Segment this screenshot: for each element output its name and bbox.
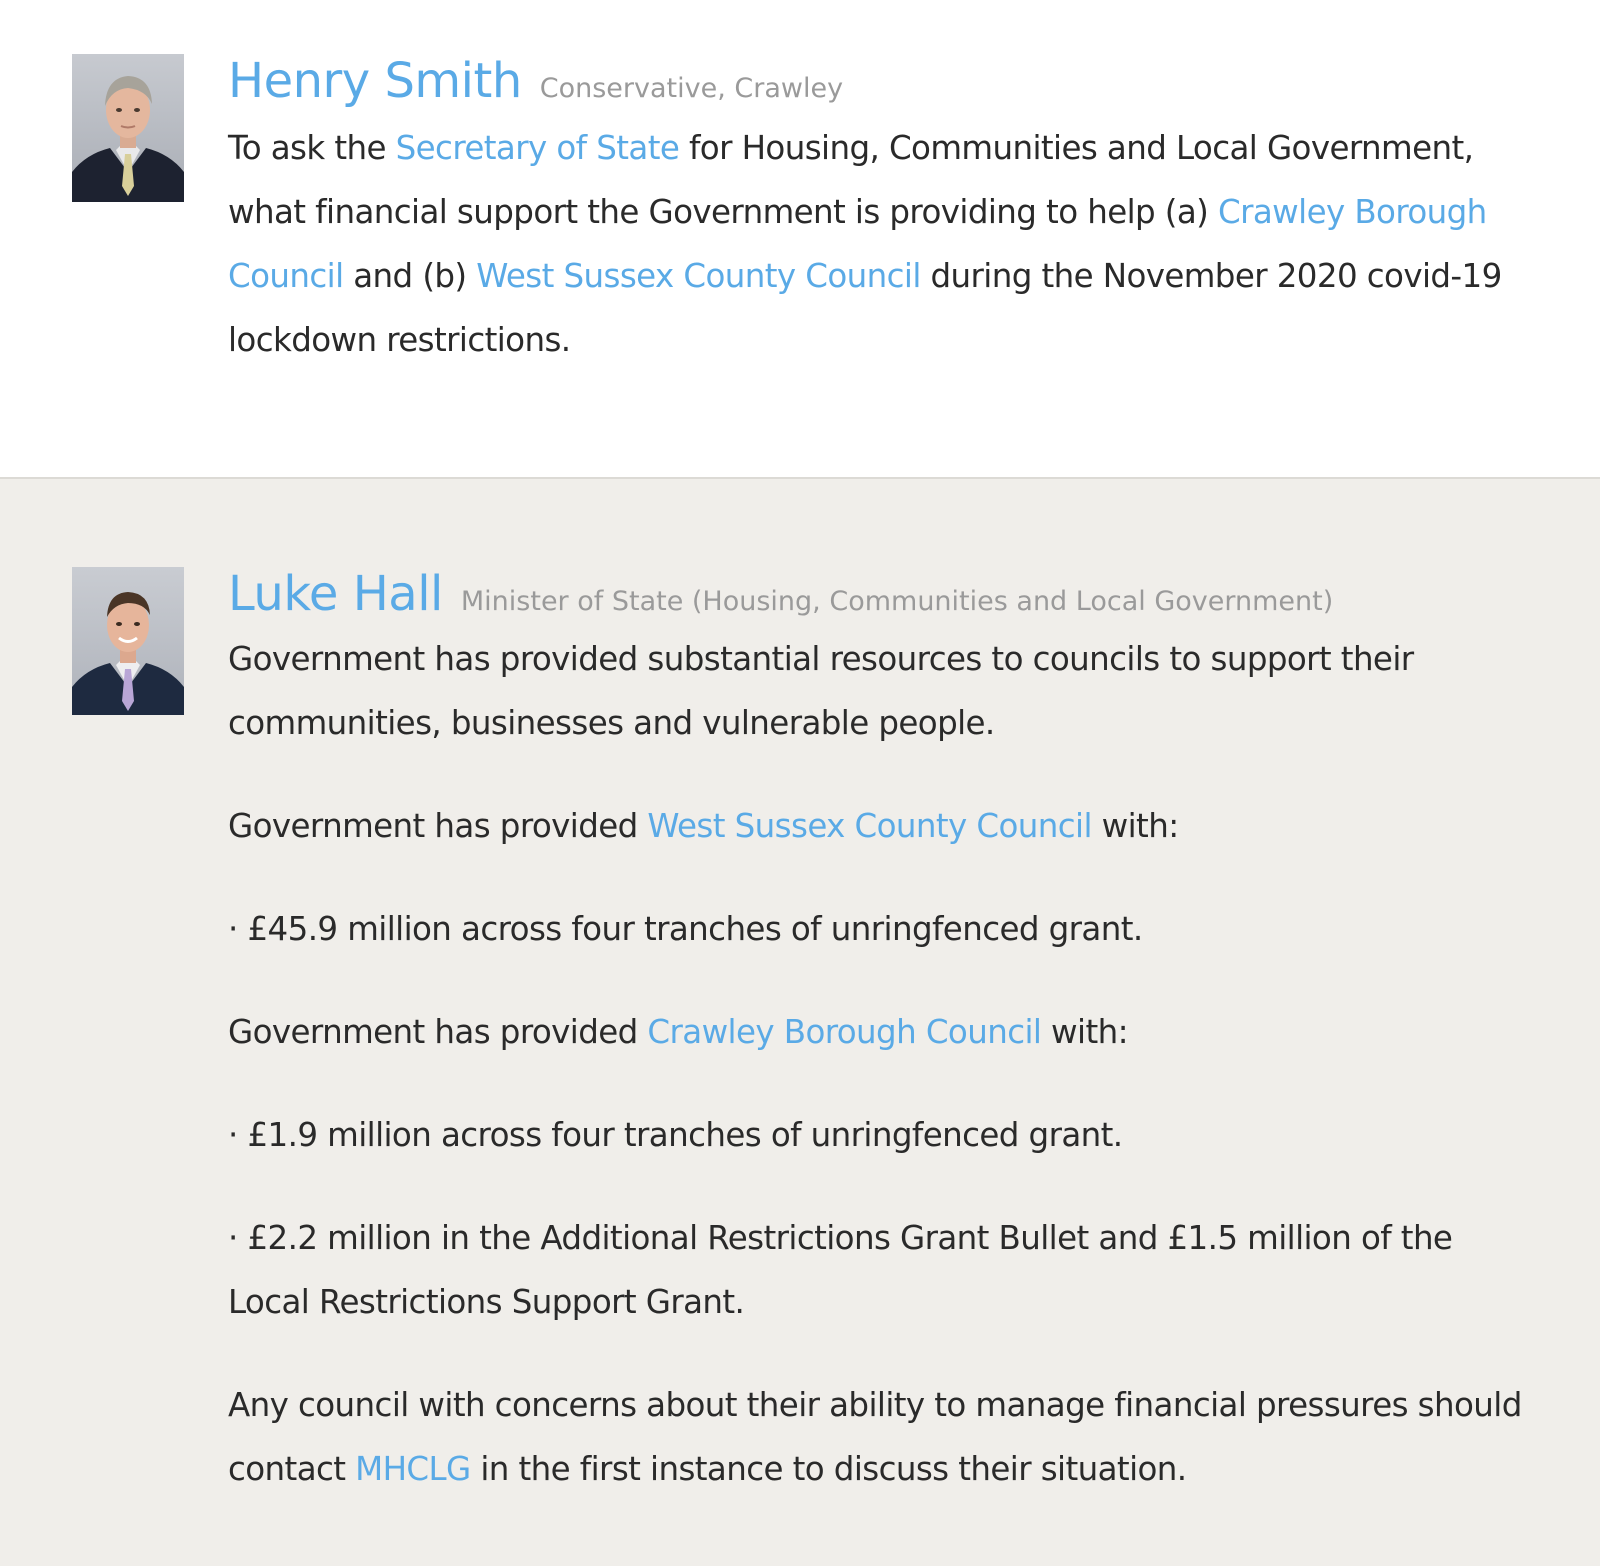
text-segment: To ask the [228,129,396,167]
text-segment: with: [1041,1013,1128,1051]
portrait-image [72,567,184,715]
link-secretary-of-state[interactable]: Secretary of State [395,129,680,167]
text-segment: for Housing, Communities and Local Government, what financial support the Government is providing to help (a) [228,129,1474,231]
speaker-party-constituency: Conservative, Crawley [539,73,844,104]
answer-speech [0,479,1600,1566]
text-segment: Any council with concerns about their ability to manage financial pressures should contact [228,1386,1522,1488]
text-segment: and (b) [343,257,477,295]
answer-paragraph: Government has provided substantial resources to councils to support their communities, businesses and vulnerable people. [228,640,1414,742]
link-mhclg[interactable]: MHCLG [355,1450,471,1488]
answer-bullet: · £1.9 million across four tranches of unringfenced grant. [228,1116,1123,1154]
text-segment: Government has provided [228,807,648,845]
answer-paragraph [228,1000,1538,1064]
link-west-sussex-county-council[interactable]: West Sussex County Council [647,807,1092,845]
answer-paragraph [228,1373,1538,1501]
portrait-image [72,54,184,202]
answer-bullet: · £45.9 million across four tranches of unringfenced grant. [228,910,1143,948]
text-segment: Government has provided [228,1013,648,1051]
speaker-avatar-luke-hall[interactable] [72,567,184,715]
link-crawley-borough-council[interactable]: Crawley Borough Council [228,193,1487,295]
answer-paragraph [228,794,1538,858]
speaker-name-link[interactable]: Henry Smith [228,53,522,109]
text-segment: with: [1091,807,1179,845]
question-speech [0,0,1600,479]
answer-content [228,559,1538,1540]
speaker-role: Minister of State (Housing, Communities and Local Government) [460,586,1334,617]
speaker-header [228,46,1538,116]
speaker-header [228,559,1538,629]
speaker-name-link[interactable]: Luke Hall [228,566,443,622]
question-content [228,46,1538,372]
text-segment: in the first instance to discuss their situation. [470,1450,1187,1488]
answer-bullet: · £2.2 million in the Additional Restrictions Grant Bullet and £1.5 million of the Local Restrictions Support Grant. [228,1219,1453,1321]
link-west-sussex-county-council[interactable]: West Sussex County Council [476,257,921,295]
text-segment: during the November 2020 covid-19 lockdown restrictions. [228,257,1502,359]
question-text [228,116,1538,372]
link-crawley-borough-council[interactable]: Crawley Borough Council [647,1013,1042,1051]
speaker-avatar-henry-smith[interactable] [72,54,184,202]
